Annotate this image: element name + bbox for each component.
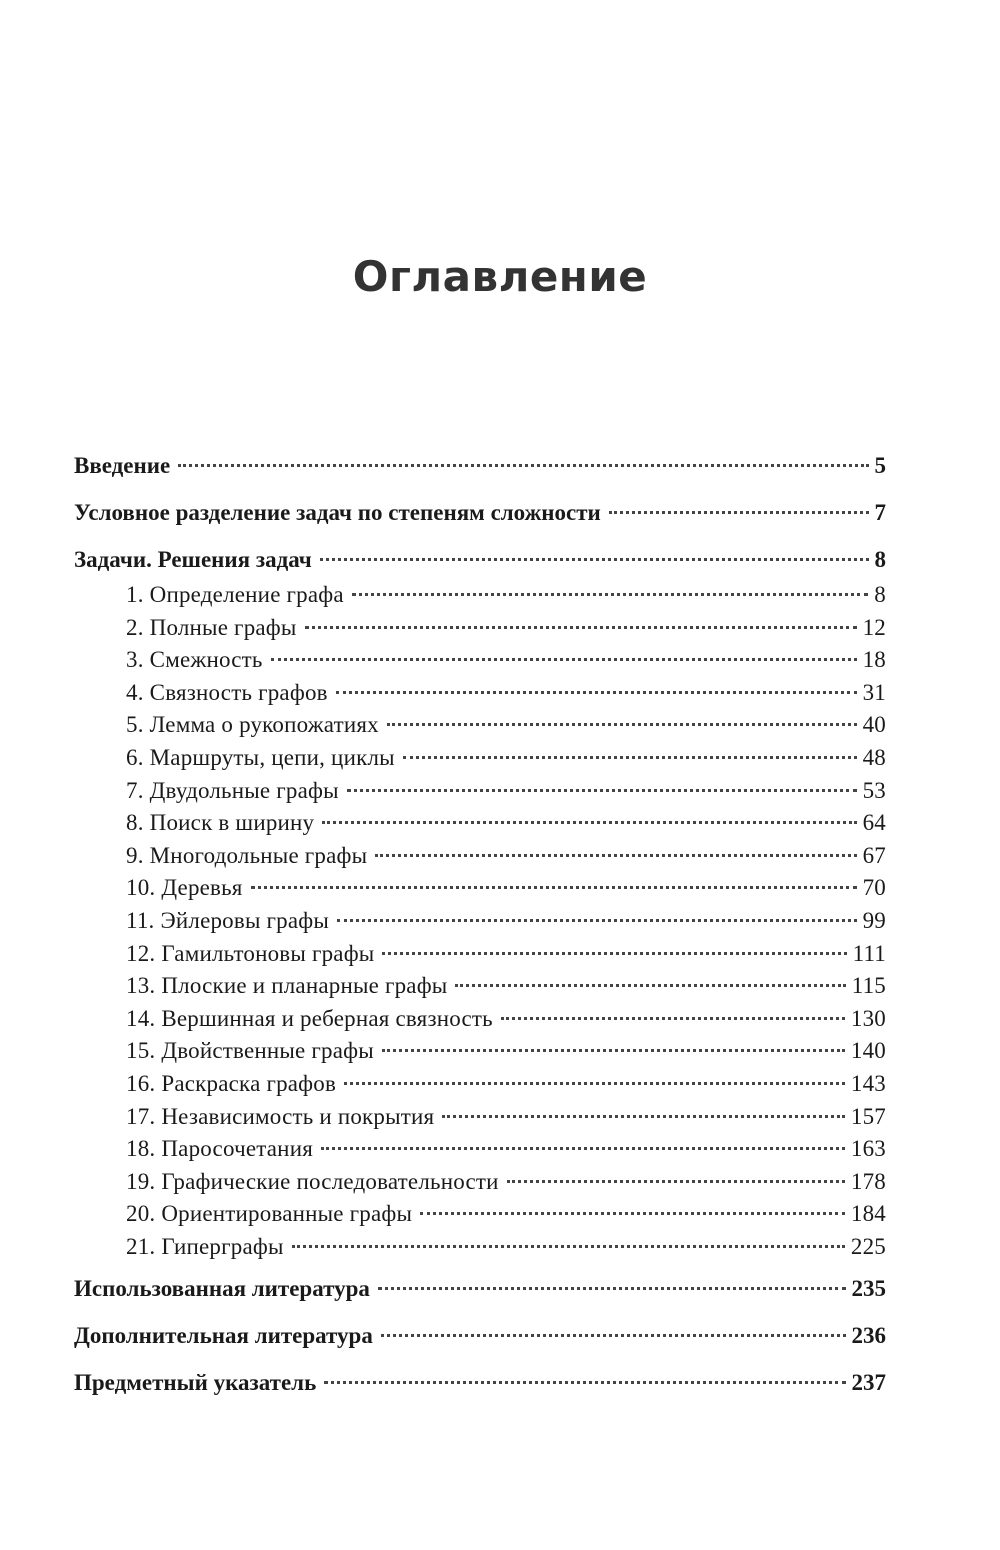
dot-leader [381,1334,846,1337]
toc-page-number: 5 [874,453,886,478]
dot-leader [455,984,845,987]
dot-leader [403,756,857,759]
dot-leader [420,1212,845,1215]
toc-entry-title: Использованная литература [74,1276,370,1302]
toc-chapter-title: Многодольные графы [149,842,368,868]
toc-chapter-label [126,1003,493,1036]
toc-chapter-title: Двудольные графы [149,777,339,803]
toc-chapter-entry[interactable] [74,1133,886,1166]
toc-chapter-title: Вершинная и реберная связность [161,1005,493,1031]
toc-chapter-title: Графические последовательности [161,1168,499,1194]
toc-chapter-number: 1. [126,582,144,607]
toc-chapter-number: 16. [126,1070,156,1096]
toc-chapter-title: Связность графов [149,679,328,705]
toc-chapter-number: 12. [126,940,156,966]
chapter-list [74,579,886,1263]
dot-leader [378,1287,846,1290]
dot-leader [336,691,857,694]
toc-chapter-number: 18. [126,1136,156,1162]
toc-chapter-number: 8. [126,810,144,836]
toc-chapter-label [126,1068,336,1101]
toc-page-number: 53 [862,777,886,803]
toc-chapter-title: Поиск в ширину [149,810,315,836]
toc-chapter-entry[interactable] [74,872,886,905]
toc-chapter-title: Плоские и планарные графы [161,973,448,999]
toc-chapter-entry[interactable] [74,970,886,1003]
dot-leader [178,464,868,467]
toc-chapter-number: 2. [126,614,144,640]
toc-page-number: 157 [850,1103,886,1129]
toc-chapter-entry[interactable] [74,742,886,775]
dot-leader [324,1381,845,1384]
toc-chapter-label [126,742,395,775]
table-of-contents [74,447,886,1411]
toc-chapter-number: 5. [126,712,144,738]
toc-chapter-entry[interactable] [74,709,886,742]
toc-entry-used-literature[interactable] [74,1270,886,1317]
dot-leader [251,886,857,889]
toc-entry-difficulty[interactable] [74,494,886,541]
toc-page-number: 8 [874,582,886,607]
toc-chapter-label [126,970,447,1003]
toc-chapter-label [126,612,297,645]
toc-chapter-entry[interactable] [74,938,886,971]
toc-chapter-number: 11. [126,907,155,933]
toc-chapter-title: Гамильтоновы графы [161,940,375,966]
toc-page-number: 8 [874,547,886,572]
toc-page-number: 236 [851,1323,886,1349]
toc-chapter-title: Полные графы [149,614,297,640]
toc-chapter-entry[interactable] [74,644,886,677]
toc-page-number: 31 [862,679,886,705]
toc-entry-introduction[interactable] [74,447,886,494]
toc-chapter-title: Паросочетания [161,1136,313,1162]
toc-chapter-label [126,579,344,612]
dot-leader [320,558,869,561]
toc-chapter-label [126,1198,412,1231]
toc-page-number: 111 [852,940,886,966]
dot-leader [387,723,857,726]
toc-chapter-entry[interactable] [74,1198,886,1231]
toc-page-number: 225 [850,1233,886,1259]
dot-leader [501,1017,845,1020]
dot-leader [292,1245,845,1248]
toc-page-number: 12 [862,614,886,640]
toc-chapter-title: Деревья [161,875,243,901]
toc-page-number: 235 [851,1276,886,1302]
toc-chapter-number: 21. [126,1233,156,1259]
toc-chapter-title: Маршруты, цепи, циклы [149,744,395,770]
toc-chapter-entry[interactable] [74,840,886,873]
toc-chapter-number: 9. [126,842,144,868]
toc-chapter-entry[interactable] [74,579,886,612]
dot-leader [305,626,857,629]
toc-chapter-entry[interactable] [74,1003,886,1036]
toc-page-number: 40 [862,712,886,738]
toc-chapter-entry[interactable] [74,1231,886,1264]
toc-chapter-entry[interactable] [74,612,886,645]
toc-chapter-number: 7. [126,777,144,803]
toc-chapter-label [126,677,328,710]
toc-entry-title: Введение [74,453,171,478]
toc-page-number: 7 [874,500,886,525]
toc-page-number: 67 [862,842,886,868]
dot-leader [271,658,857,661]
toc-chapter-number: 10. [126,875,156,901]
toc-chapter-title: Лемма о рукопожатиях [149,712,379,738]
toc-chapter-title: Смежность [149,647,263,673]
toc-chapter-entry[interactable] [74,677,886,710]
toc-chapter-entry[interactable] [74,1166,886,1199]
dot-leader [382,952,846,955]
toc-chapter-number: 3. [126,647,144,673]
page-title: Оглавление [352,252,648,301]
toc-chapter-number: 13. [126,973,156,999]
dot-leader [347,789,857,792]
toc-chapter-number: 17. [126,1103,156,1129]
toc-chapter-label [126,1035,374,1068]
toc-chapter-title: Независимость и покрытия [161,1103,435,1129]
toc-page-number: 143 [850,1070,886,1096]
toc-chapter-label [126,1101,434,1134]
toc-entry-title: Предметный указатель [74,1370,317,1396]
toc-page-number: 130 [850,1005,886,1031]
toc-page-number: 64 [862,810,886,836]
toc-chapter-entry[interactable] [74,1068,886,1101]
toc-page-number: 163 [850,1136,886,1162]
toc-chapter-label [126,1133,313,1166]
toc-chapter-label [126,938,374,971]
toc-chapter-number: 6. [126,744,144,770]
dot-leader [507,1180,845,1183]
toc-page-number: 48 [862,744,886,770]
toc-page-number: 184 [850,1201,886,1227]
toc-chapter-label [126,1231,284,1264]
dot-leader [322,821,856,824]
toc-chapter-title: Раскраска графов [161,1070,337,1096]
toc-chapter-label [126,905,329,938]
toc-chapter-label [126,807,314,840]
toc-page-number: 140 [850,1038,886,1064]
toc-chapter-label [126,775,339,808]
toc-chapter-entry[interactable] [74,1101,886,1134]
toc-chapter-entry[interactable] [74,905,886,938]
toc-page-number: 99 [862,907,886,933]
toc-entry-subject-index[interactable] [74,1364,886,1411]
toc-chapter-number: 14. [126,1005,156,1031]
toc-page-number: 237 [851,1370,886,1396]
toc-chapter-entry[interactable] [74,775,886,808]
toc-chapter-label [126,872,243,905]
toc-chapter-label [126,709,379,742]
toc-page-number: 18 [862,647,886,673]
toc-chapter-label [126,840,367,873]
toc-chapter-number: 4. [126,679,144,705]
toc-page-number: 115 [851,973,886,999]
dot-leader [321,1147,845,1150]
dot-leader [382,1049,845,1052]
toc-chapter-entry[interactable] [74,1035,886,1068]
toc-entry-additional-literature[interactable] [74,1317,886,1364]
toc-chapter-number: 20. [126,1201,156,1227]
dot-leader [352,593,868,596]
toc-entry-title: Дополнительная литература [74,1323,373,1349]
dot-leader [375,854,856,857]
toc-chapter-label [126,1166,499,1199]
toc-chapter-title: Ориентированные графы [161,1201,413,1227]
toc-page-number: 70 [862,875,886,901]
dot-leader [442,1115,845,1118]
toc-entry-title: Условное разделение задач по степеням сложности [74,500,601,525]
toc-chapter-label [126,644,263,677]
dot-leader [337,919,857,922]
toc-page-number: 178 [850,1168,886,1194]
toc-chapter-title: Эйлеровы графы [160,907,330,933]
dot-leader [609,511,869,514]
toc-chapter-title: Гиперграфы [161,1233,284,1259]
toc-chapter-title: Двойственные графы [161,1038,374,1064]
toc-entry-problems[interactable] [74,541,886,579]
toc-chapter-title: Определение графа [149,582,344,607]
toc-chapter-number: 15. [126,1038,156,1064]
toc-chapter-entry[interactable] [74,807,886,840]
dot-leader [344,1082,845,1085]
toc-chapter-number: 19. [126,1168,156,1194]
toc-entry-title: Задачи. Решения задач [74,547,312,572]
